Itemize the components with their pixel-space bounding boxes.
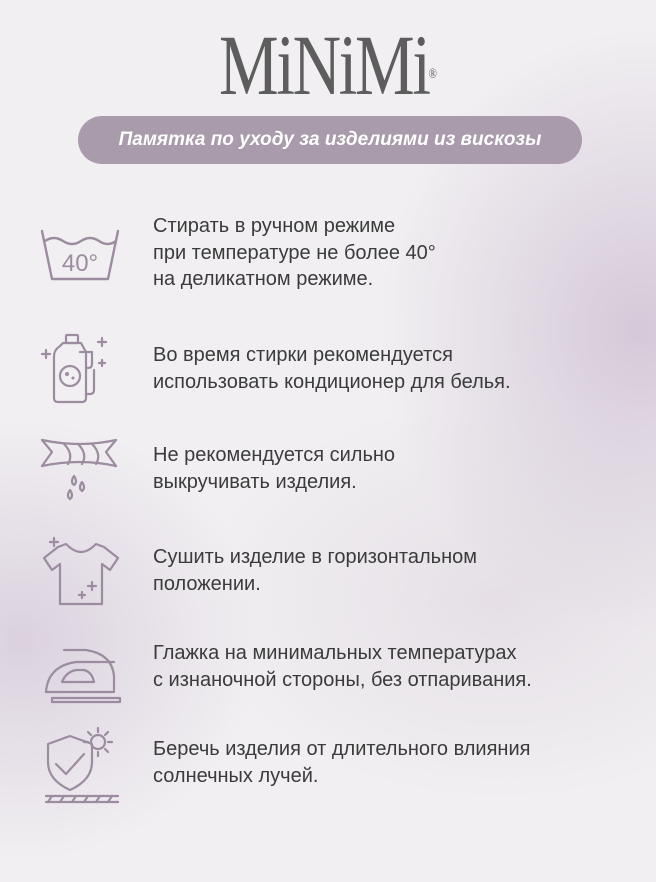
wash-temp-label: 40° <box>61 250 99 277</box>
care-text <box>153 213 633 293</box>
care-text-line: Не рекомендуется сильно <box>153 444 396 466</box>
registered-mark: ® <box>428 67 437 82</box>
sun-protection-icon <box>36 724 124 804</box>
care-text <box>153 342 633 395</box>
title-banner <box>78 116 582 164</box>
no-wring-icon <box>36 432 124 512</box>
care-text <box>153 640 633 693</box>
iron-icon <box>36 636 124 716</box>
banner-title: Памятка по уходу за изделиями из вискозы <box>118 129 542 150</box>
brand-logo-text: MiNiMi <box>219 17 429 113</box>
brand-logo <box>72 17 584 113</box>
care-text-line: Во время стирки рекомендуется <box>153 344 453 366</box>
care-text <box>153 442 633 495</box>
care-text-line: Глажка на минимальных температурах <box>153 642 517 664</box>
care-text-line: Стирать в ручном режиме <box>153 215 396 237</box>
care-text-line: на деликатном режиме. <box>153 268 374 290</box>
care-text-line: солнечных лучей. <box>153 764 319 787</box>
care-text-line: Сушить изделие в горизонтальном <box>153 546 477 568</box>
care-text-line: выкручивать изделия. <box>153 470 357 493</box>
care-text-line: Беречь изделия от длительного влияния <box>153 738 531 760</box>
care-text-line: положении. <box>153 572 261 595</box>
care-text-line: при температуре не более 40° <box>153 241 436 264</box>
care-text <box>153 544 633 597</box>
softener-bottle-icon <box>36 330 124 410</box>
care-text <box>153 736 633 789</box>
dry-flat-shirt-icon <box>36 534 124 614</box>
wash-40-icon <box>36 217 124 297</box>
care-text-line: использовать кондиционер для белья. <box>153 370 511 393</box>
care-text-line: с изнаночной стороны, без отпаривания. <box>153 668 532 691</box>
